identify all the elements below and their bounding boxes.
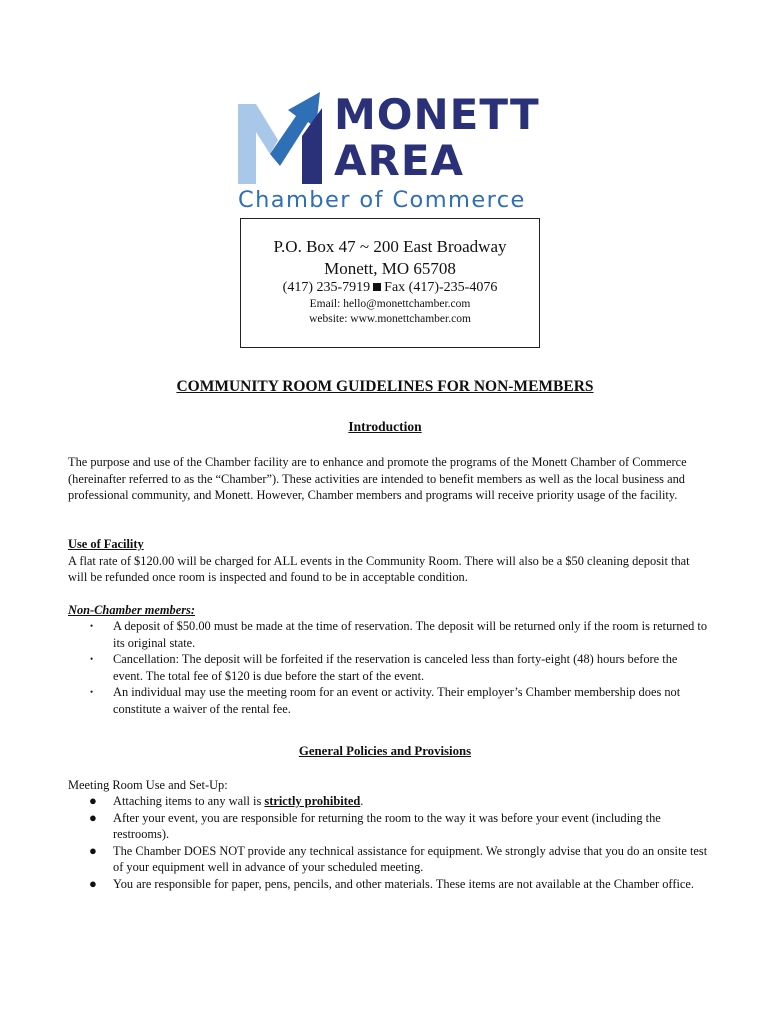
website-line: website: www.monettchamber.com [309,313,471,325]
list-item: • Cancellation: The deposit will be forfeited if the reservation is canceled less than forty-eight (48) hours before the event. The total fee of $120 is due before the start of the event. [90,652,678,683]
address-line-2: Monett, MO 65708 [324,259,456,278]
document-title: COMMUNITY ROOM GUIDELINES FOR NON-MEMBERS [176,378,594,395]
logo-word-monett: MONETT [334,90,540,139]
bullet-icon: ● [89,793,97,808]
bullet-icon: • [90,654,94,664]
logo-tagline: Chamber of Commerce [238,187,526,213]
address-box [240,218,540,348]
general-policies-list [68,793,708,892]
chamber-logo [236,88,546,214]
bullet-icon: ● [89,842,97,858]
bullet-icon: ● [89,875,97,891]
use-of-facility-text: A flat rate of $120.00 will be charged for ALL events in the Community Room. There will also be a $50 cleaning deposit that will be refunded once room is inspected and found to be in acceptable condition. [68,553,690,584]
non-members-heading-wrap [68,602,708,619]
square-bullet-icon [373,283,381,291]
meeting-room-setup-label: Meeting Room Use and Set-Up: [68,778,228,792]
fax-number: Fax (417)-235-4076 [384,280,498,295]
list-item: • An individual may use the meeting room for an event or activity. Their employer’s Chamber membership does not constitute a waiver of the rental fee. [90,685,681,716]
bullet-icon: ● [89,809,97,825]
strictly-prohibited-emphasis: strictly prohibited [264,794,361,808]
email-line: Email: hello@monettchamber.com [309,298,471,310]
list-item: ● Attaching items to any wall is strictly prohibited. [89,793,364,808]
phone-number: (417) 235-7919 [282,280,371,295]
list-item: ● After your event, you are responsible for returning the room to the way it was before your event (including the restrooms). [89,809,661,841]
address-line-1: P.O. Box 47 ~ 200 East Broadway [273,237,507,256]
general-policies-heading: General Policies and Provisions [298,744,472,758]
list-item: ● You are responsible for paper, pens, pencils, and other materials. These items are not available at the Chamber office. [89,875,694,891]
use-of-facility-heading: Use of Facility [68,537,144,551]
introduction-heading: Introduction [348,419,422,434]
logo-word-area: AREA [334,136,465,185]
introduction-text: The purpose and use of the Chamber facility are to enhance and promote the programs of the Monett Chamber of Commerce (hereinafter referred to as the “Chamber”). These activities are intended to benefit members as well as the local business and professional community, and Monett. However, Chamber members and programs will receive priority usage of the facility. [68,455,687,502]
list-item: ● The Chamber DOES NOT provide any technical assistance for equipment. We strongly advise that you do an onsite test of your equipment well in advance of your scheduled meeting. [89,842,708,874]
non-members-list [68,618,708,717]
list-item: • A deposit of $50.00 must be made at the time of reservation. The deposit will be returned only if the room is returned to its original state. [90,619,708,650]
non-members-heading: Non-Chamber members: [68,603,196,617]
bullet-icon: • [90,621,94,631]
m-arrow-logo-mark [236,88,336,186]
use-of-facility-section [68,536,708,586]
bullet-icon: • [90,687,94,697]
phone-fax-line [241,280,539,296]
